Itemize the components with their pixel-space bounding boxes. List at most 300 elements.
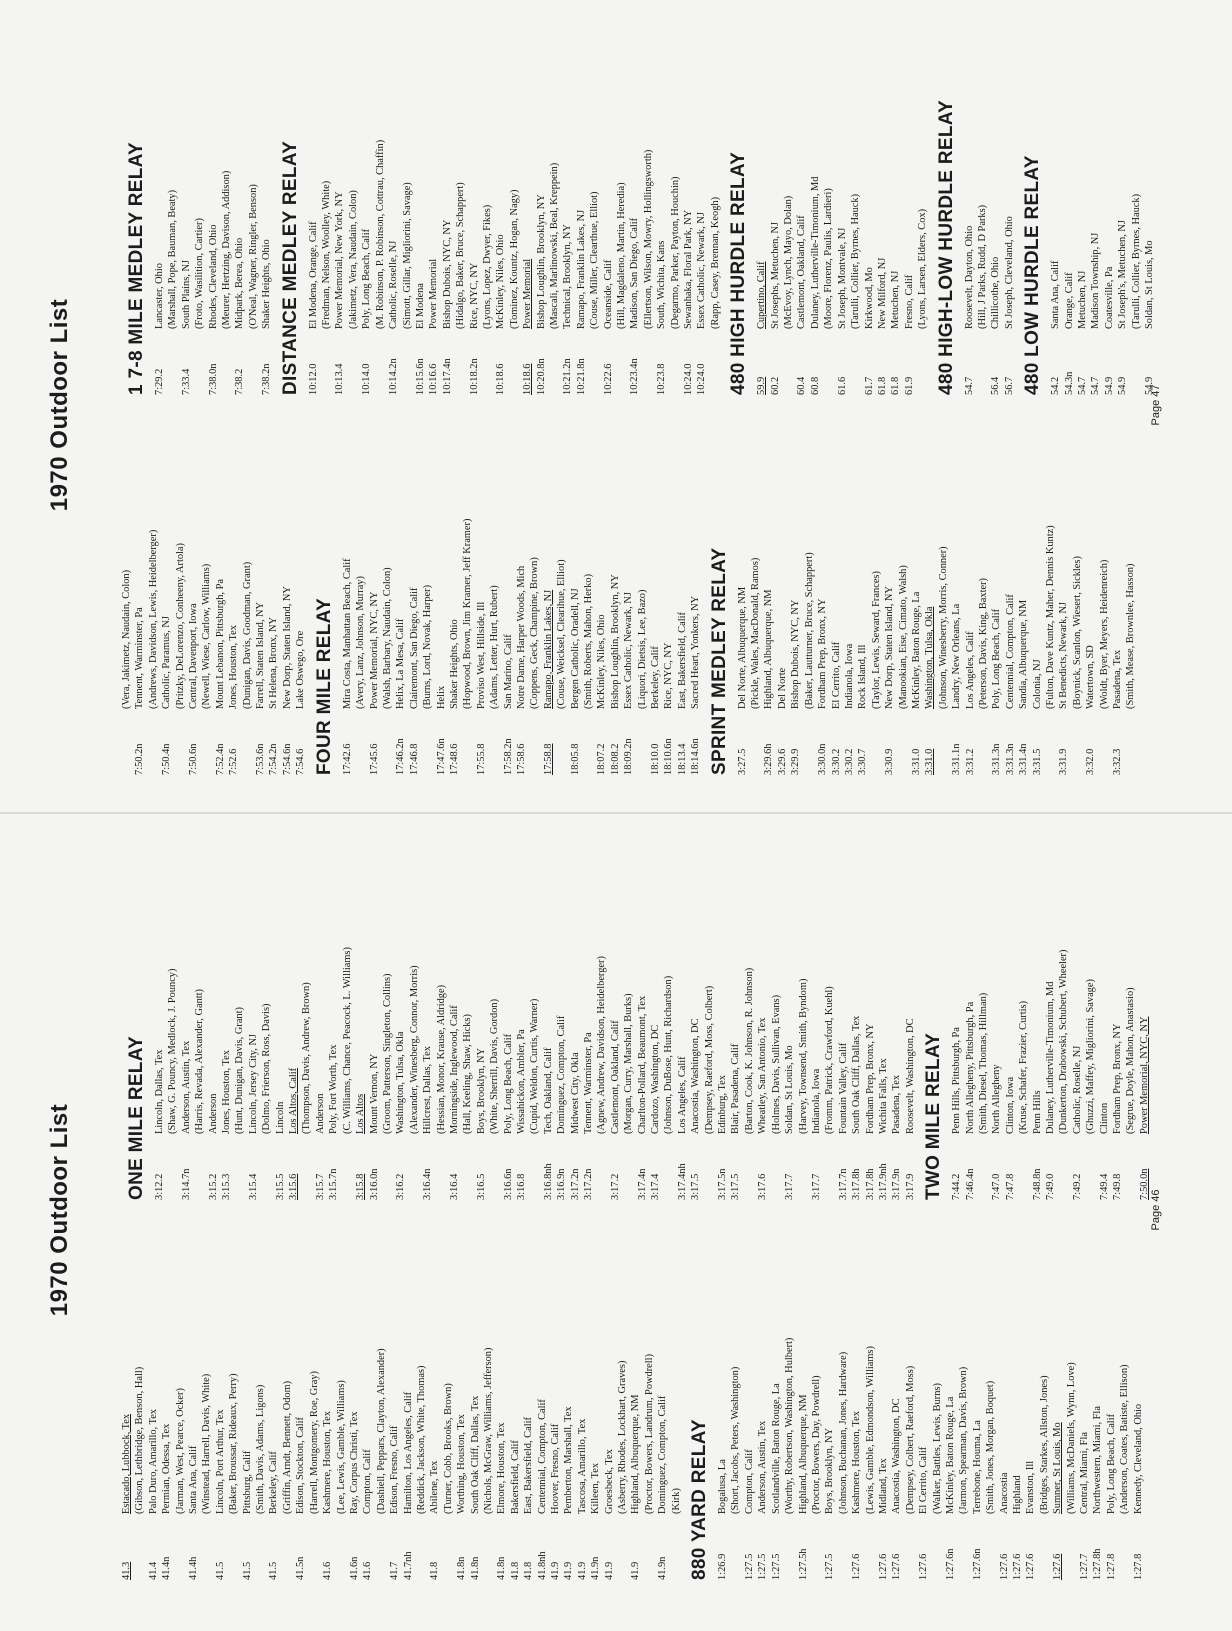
school-name: Lake Oswego, Ore <box>295 630 307 709</box>
result-time: 17:46.2n <box>395 738 407 775</box>
school-name: North Allegheny, Pittsburgh, Pa <box>964 1001 976 1134</box>
school-name: El Modena, Orange, Calif <box>307 221 319 329</box>
school-name: Castlemont, Oakland, Calif <box>609 1020 621 1134</box>
school-name: Helix, La Mesa, Calif <box>395 618 407 709</box>
result-time: 10:14.0 <box>361 363 373 395</box>
result-time: 54.9 <box>1117 376 1129 395</box>
school-name: Tech, Oakland, Calif <box>542 1047 554 1134</box>
school-name: Soldan, St Louis, Mo <box>784 1045 796 1134</box>
relay-members: (Jakimetz, Vera, Naudain, Colon) <box>347 190 359 329</box>
result-time: 3:17.7 <box>810 1173 822 1200</box>
school-name: Berkeley, Calif <box>268 1451 280 1514</box>
result-row <box>1132 1225 1145 1580</box>
result-row <box>214 1225 227 1580</box>
relay-members: (Woldt, Byer, Meyers, Heidenreich) <box>1098 559 1110 709</box>
result-time: 61.8 <box>890 376 902 395</box>
result-row <box>555 845 568 1200</box>
relay-members-row <box>528 420 541 775</box>
relay-members: (White, Sherrill, Davis, Gordon) <box>489 998 501 1134</box>
school-name: Catholic, Roselle, NJ <box>1071 1045 1083 1134</box>
result-time: 41.9n <box>590 1556 602 1580</box>
school-name: Sumner, St Louis, Mo <box>1052 1422 1064 1514</box>
school-name: Centennial, Compton, Calif <box>536 1399 548 1514</box>
school-name: Ramapo, Franklin Lakes, NJ <box>542 589 554 709</box>
result-time <box>1044 709 1057 775</box>
left-page-rotator <box>40 840 1200 1580</box>
relay-members-row <box>347 40 360 395</box>
result-row <box>1105 1225 1118 1580</box>
result-time <box>849 329 862 395</box>
page-46-footer: Page 46 <box>1150 1189 1162 1231</box>
result-time: 3:16.5 <box>475 1173 487 1200</box>
relay-members-row <box>803 420 816 775</box>
relay-members-row <box>643 1225 656 1580</box>
result-time: 41.9 <box>603 1561 615 1580</box>
result-row <box>628 40 641 395</box>
result-row <box>468 40 481 395</box>
relay-members-row <box>147 420 160 775</box>
relay-members-row <box>1084 845 1097 1200</box>
result-time: 41.5 <box>214 1561 226 1580</box>
result-time <box>957 1514 970 1580</box>
school-name: Palo Duro, Amarillo, Tex <box>147 1409 159 1514</box>
relay-members-row <box>870 420 883 775</box>
relay-members: (Cupid, Weldon, Curtis, Warner) <box>529 998 541 1134</box>
result-time: 1:27.6 <box>891 1553 903 1580</box>
result-row <box>561 40 574 395</box>
relay-members: (Froto, Wasilition, Cartier) <box>194 218 206 329</box>
result-time <box>166 329 179 395</box>
result-time: 54.7 <box>1076 376 1088 395</box>
result-time: 41.4h <box>188 1556 200 1580</box>
result-time: 3:16.0n <box>368 1168 380 1200</box>
school-name: Elmore, Houston, Tex <box>496 1422 508 1514</box>
result-time <box>810 1514 823 1580</box>
result-time: 41.9 <box>550 1561 561 1580</box>
relay-members: (Holmes, Davis, Sullivan, Evans) <box>770 994 782 1134</box>
result-row <box>542 845 555 1200</box>
result-time: 3:17.4nh <box>676 1163 688 1200</box>
relay-members: (Lewis, Gamble, Edmondson, Williams) <box>864 1346 876 1514</box>
relay-members-row <box>622 845 635 1200</box>
result-time: 41.5 <box>241 1561 253 1580</box>
relay-members: (Bridges, Starkes, Allston, Jones) <box>1038 1375 1050 1514</box>
school-name: St Joseph's, Metuchen, NJ <box>1117 220 1129 329</box>
relay-members-row <box>616 1225 629 1580</box>
relay-members-row <box>823 845 836 1200</box>
relay-members-row <box>488 420 501 775</box>
relay-members: (Worthy, Robertson, Washington, Hulbert) <box>784 1337 796 1514</box>
school-name: Anderson, Austin, Tex <box>180 1040 192 1134</box>
relay-members: (Smith, Roberts, Mahon, Herko) <box>583 573 594 709</box>
result-time: 1:27.5 <box>770 1553 782 1580</box>
result-time: 3:17.6 <box>757 1173 769 1200</box>
result-time: 7:50.4n <box>161 743 173 775</box>
result-row <box>321 1225 334 1580</box>
result-time: 10:23.4n <box>629 358 641 395</box>
result-time: 10:23.8 <box>656 363 668 395</box>
result-row <box>233 40 246 395</box>
result-row <box>649 845 662 1200</box>
result-row <box>602 40 615 395</box>
result-row <box>736 420 749 775</box>
relay-members-row <box>937 420 950 775</box>
school-name: Anacostia <box>998 1472 1010 1514</box>
result-time: 10:24.0 <box>683 363 695 395</box>
result-time <box>254 1514 267 1580</box>
relay-members: (Boynick, Scanlon, Wiesert, Sickles) <box>1071 556 1083 709</box>
school-name: Poly, Long Beach, Calif <box>502 1033 514 1134</box>
school-name: McKinley, Baton Rouge, La <box>910 591 922 709</box>
result-row <box>515 845 528 1200</box>
school-name: Kirkwood, Mo <box>863 267 875 329</box>
relay-members-row <box>408 845 421 1200</box>
school-name: Del Norte, Albuquerque, NM <box>736 586 748 709</box>
result-time <box>408 1134 421 1200</box>
school-name: Central, Miami, Fla <box>1079 1432 1091 1514</box>
relay-members: (Dunigan, Davis, Goodman, Grant) <box>241 561 253 709</box>
result-time: 41.8 <box>429 1561 441 1580</box>
relay-members-row <box>341 845 354 1200</box>
result-row <box>394 420 407 775</box>
relay-members: (Peterson, Davis, King, Baxter) <box>977 577 989 709</box>
result-row <box>569 845 582 1200</box>
result-time: 3:14.7n <box>180 1168 192 1200</box>
school-name: Indianola, Iowa <box>843 643 855 709</box>
result-time: 3:12.2 <box>154 1173 165 1200</box>
result-time <box>977 709 990 775</box>
result-time: 3:17.8h <box>851 1168 863 1200</box>
result-row <box>348 1225 361 1580</box>
result-time <box>615 329 628 395</box>
relay-members: (Baker, Lautturner, Bruce, Schappert) <box>803 552 815 709</box>
school-name: Poly, Long Beach, Calif <box>361 228 373 329</box>
relay-members: (Hidalgo, Baker, Bruce, Schappert) <box>455 182 467 329</box>
school-name: Power Memorial, NYC, NY <box>1138 1016 1150 1134</box>
result-row <box>327 845 340 1200</box>
result-time: 1:27.6n <box>971 1548 983 1580</box>
school-name: South, Wichita, Kans <box>656 240 668 329</box>
result-time: 3:15.2 <box>207 1173 219 1200</box>
result-row <box>294 1225 307 1580</box>
page-46-column-2 <box>120 845 1151 1200</box>
relay-members-row <box>743 845 756 1200</box>
relay-members-row <box>120 420 133 775</box>
result-row <box>689 845 702 1200</box>
result-time <box>193 1134 206 1200</box>
result-time: 54.9 <box>1103 376 1115 395</box>
result-row <box>629 1225 642 1580</box>
relay-members: (Short, Jacobs, Peters, Washington) <box>730 1366 742 1514</box>
school-name: Kashmere, Houston, Tex <box>851 1411 863 1514</box>
school-name: Lincoln, Jersey City, NJ <box>247 1033 259 1134</box>
relay-members: (Nichols, McGraw, Williams, Jefferson) <box>482 1347 494 1514</box>
result-time: 3:15.4 <box>247 1173 259 1200</box>
school-name: Chillicothe, Ohio <box>990 256 1002 329</box>
result-row <box>1089 40 1102 395</box>
result-row <box>582 845 595 1200</box>
relay-members: (Ellertson, Wilson, Mowry, Hollingsworth) <box>642 149 654 329</box>
school-name: Sacred Heart, Yonkers, NY <box>690 595 702 709</box>
result-row <box>187 1225 200 1580</box>
event-heading: 1 7-8 MILE MEDLEY RELAY <box>126 142 147 395</box>
result-time: 17:58.2n <box>502 738 514 775</box>
relay-members-row <box>916 40 929 395</box>
relay-members: (Ghuzzi, Maffey, Migliorini, Savage) <box>1085 979 1097 1134</box>
result-row <box>1063 40 1076 395</box>
relay-members-row <box>374 40 387 395</box>
result-time <box>976 329 989 395</box>
event-heading: 880 YARD RELAY <box>689 1419 711 1580</box>
result-time: 1:27.5 <box>757 1553 769 1580</box>
relay-members-row <box>977 420 990 775</box>
result-time: 3:29.6h <box>763 743 775 775</box>
result-time: 3:29.9 <box>790 748 802 775</box>
result-time: 3:15.5 <box>274 1173 286 1200</box>
result-row <box>387 40 400 395</box>
relay-members: (Dempsey, Raeford, Moss, Colbert) <box>703 985 715 1134</box>
relay-members: (Proctor, Bowers, Day, Powdrell) <box>810 1375 822 1514</box>
result-time: 3:31.3n <box>991 743 1003 775</box>
school-name: Charlton-Pollard, Beaumont, Tex <box>636 995 648 1134</box>
result-time <box>454 329 467 395</box>
result-time <box>636 709 649 775</box>
school-name: Madison Township, NJ <box>1090 232 1102 329</box>
school-name: St Benedicts, Newark, NJ <box>1058 601 1070 709</box>
result-row <box>562 1225 575 1580</box>
school-name: Watertown, SD <box>1085 645 1097 709</box>
result-row <box>989 40 1002 395</box>
relay-members-row <box>381 845 394 1200</box>
result-row <box>963 40 976 395</box>
result-time: 41.8 <box>523 1561 535 1580</box>
result-row <box>971 1225 984 1580</box>
result-time <box>1017 1134 1030 1200</box>
school-name: East, Bakersfield, Calif <box>523 1417 535 1514</box>
relay-members-row <box>241 420 254 775</box>
result-time: 7:38.0n <box>207 363 219 395</box>
result-time <box>743 1134 756 1200</box>
result-row <box>180 845 193 1200</box>
relay-members: (Smith, Jones, Morgan, Boquet) <box>985 1380 997 1514</box>
result-time: 3:17.7n <box>837 1168 849 1200</box>
result-time <box>622 1134 635 1200</box>
relay-members-row <box>984 1225 997 1580</box>
relay-members: (Smith, Diesel, Thomas, Hillman) <box>977 992 989 1134</box>
school-name: Anderson <box>207 1093 219 1134</box>
school-name: Penn Hills, Pittsburgh, Pa <box>951 1027 963 1134</box>
result-row <box>368 845 381 1200</box>
result-row <box>998 1225 1011 1580</box>
result-time: 41.4 <box>147 1561 159 1580</box>
school-name: Evanston, Ill <box>1025 1460 1037 1514</box>
relay-members: (Degarmo, Parker, Payton, Houchin) <box>669 176 681 329</box>
school-name: Oceanside, Calif <box>602 259 614 329</box>
result-time <box>555 709 568 775</box>
school-name: El Cerrito, Calif <box>918 1446 930 1514</box>
result-row <box>850 1225 863 1580</box>
result-time <box>247 329 260 395</box>
school-name: San Marino, Calif <box>502 634 514 709</box>
result-row <box>120 1225 133 1580</box>
result-time: 3:16.6n <box>502 1168 514 1200</box>
relay-members: (Manookian, Eise, Cimato, Walsh) <box>897 565 909 709</box>
result-row <box>1057 420 1070 775</box>
school-name: Highland, Albuquerque, NM <box>797 1394 809 1514</box>
result-time: 18:10.6n <box>663 738 675 775</box>
result-time: 1:27.8h <box>1092 1548 1104 1580</box>
result-time: 7:54.6n <box>281 743 293 775</box>
school-name: Castlemont, Oakland, Calif <box>796 215 808 329</box>
relay-members-row <box>254 1225 267 1580</box>
result-time: 3:30.0n <box>817 743 829 775</box>
result-time: 17:58.8 <box>542 743 554 775</box>
result-time: 18:08.2 <box>609 743 621 775</box>
result-row <box>836 40 849 395</box>
result-time <box>670 1514 683 1580</box>
result-row <box>1003 40 1016 395</box>
result-row <box>247 845 260 1200</box>
result-time: 18:10.0 <box>650 743 662 775</box>
school-name: Rock Island, Ill <box>857 644 869 709</box>
school-name: Catholic, Paramus, NJ <box>161 616 173 709</box>
relay-members: (Barton, Cook, K. Johnson, R. Johnson) <box>743 967 755 1134</box>
result-row <box>910 420 923 775</box>
school-name: Lancaster, Ohio <box>154 263 165 329</box>
result-time: 3:32.3 <box>1112 748 1124 775</box>
result-time <box>729 1514 742 1580</box>
page-46 <box>40 840 1200 1580</box>
result-time: 41.7 <box>389 1561 401 1580</box>
result-row <box>428 1225 441 1580</box>
school-name: Orange, Calif <box>1063 272 1075 329</box>
result-row <box>1024 1225 1037 1580</box>
result-time <box>770 1134 783 1200</box>
school-name: McKinley, Niles, Ohio <box>596 614 608 709</box>
relay-members: (Lyons, Larsen, Elders, Cox) <box>917 208 929 329</box>
school-name: Kashmere, Houston, Tex <box>322 1411 334 1514</box>
result-row <box>589 1225 602 1580</box>
result-time: 3:17.9nh <box>877 1163 889 1200</box>
result-time: 3:17.2n <box>569 1168 581 1200</box>
school-name: Berkeley, Calif <box>650 646 662 709</box>
result-time: 10:18.6 <box>495 363 507 395</box>
result-row <box>816 420 829 775</box>
result-row <box>755 40 768 395</box>
result-time: 7:38.2 <box>234 368 246 395</box>
result-time: 7:49.8 <box>1112 1173 1124 1200</box>
school-name: Shaker Heights, Ohio <box>261 239 273 329</box>
relay-members: (Rapp, Casey, Brennan, Keogh) <box>709 196 721 329</box>
result-row <box>1031 845 1044 1200</box>
event-heading: SPRINT MEDLEY RELAY <box>708 547 730 775</box>
result-row <box>636 845 649 1200</box>
relay-members-row <box>1057 845 1070 1200</box>
relay-members-row <box>864 1225 877 1580</box>
result-row <box>267 1225 280 1580</box>
school-name: Morningside, Inglewood, Calif <box>448 1005 460 1134</box>
school-name: Worthing, Houston, Tex <box>456 1414 468 1514</box>
relay-members: (Lee, Lewis, Gamble, Williams) <box>335 1380 347 1514</box>
school-name: Pasadena, Tex <box>891 1074 903 1134</box>
result-row <box>421 845 434 1200</box>
relay-members-row <box>488 845 501 1200</box>
school-name: New Dorp, Staten Island, NY <box>884 586 896 709</box>
result-row <box>1031 420 1044 775</box>
school-name: Estacado, Lubbock, Tex <box>121 1413 132 1514</box>
result-row <box>241 1225 254 1580</box>
result-row <box>1078 1225 1091 1580</box>
school-name: Fordham Prep, Bronx, NY <box>817 598 829 709</box>
relay-members: (Proctor, Bowers, Landrum, Powdrell) <box>643 1353 655 1514</box>
school-name: Poly, Long Beach, Calif <box>1105 1413 1117 1514</box>
relay-members: (Asberry, Rhodes, Lockhart, Graves) <box>617 1360 629 1514</box>
result-row <box>877 1225 890 1580</box>
result-row <box>254 420 267 775</box>
result-row <box>448 845 461 1200</box>
relay-members: (Burns, Lord, Novak, Harper) <box>422 584 434 709</box>
school-name: Ray, Corpus Christi, Tex <box>348 1411 360 1514</box>
relay-members-row <box>588 40 601 395</box>
result-time <box>977 1134 990 1200</box>
result-time <box>233 1134 246 1200</box>
relay-members-row <box>300 845 313 1200</box>
result-time <box>320 329 333 395</box>
school-name: Highland, Albuquerque, NM <box>763 589 775 709</box>
school-name: Hillcrest, Dallas, Tex <box>422 1046 434 1134</box>
result-row <box>220 845 233 1200</box>
result-time: 61.9 <box>903 376 915 395</box>
school-name: Fresno, Calif <box>903 274 915 329</box>
result-row <box>595 420 608 775</box>
result-time <box>1038 1514 1051 1580</box>
page-46-header: 1970 Outdoor List <box>46 1103 73 1317</box>
relay-members-row <box>1065 1225 1078 1580</box>
result-time: 3:16.9n <box>556 1168 568 1200</box>
result-time <box>174 709 187 775</box>
relay-members: (Alexander, Winesberg, Connor, Morris) <box>408 965 420 1134</box>
relay-members: (Griffin, Arndt, Bennett, Odom) <box>281 1380 293 1514</box>
relay-members-row <box>220 40 233 395</box>
result-row <box>649 420 662 775</box>
result-row <box>809 40 822 395</box>
relay-members-row <box>442 1225 455 1580</box>
result-time: 3:17.2 <box>609 1173 621 1200</box>
result-time: 7:48.8n <box>1031 1168 1043 1200</box>
relay-members: (Dashiell, Peppars, Clayton, Alexander) <box>375 1348 387 1514</box>
result-row <box>890 1225 903 1580</box>
result-time: 7:52.6 <box>228 748 240 775</box>
result-row <box>1103 40 1116 395</box>
result-time: 41.8n <box>469 1556 481 1580</box>
result-time: 3:30.2 <box>843 748 855 775</box>
result-time: 60.8 <box>809 376 821 395</box>
result-row <box>394 845 407 1200</box>
result-time: 41.6n <box>348 1556 360 1580</box>
result-row <box>682 40 695 395</box>
result-time: 3:32.0 <box>1085 748 1097 775</box>
result-time: 41.9n <box>657 1556 669 1580</box>
result-time <box>870 709 883 775</box>
result-time <box>1057 1134 1070 1200</box>
result-row <box>1084 420 1097 775</box>
school-name: Tennent, Warminster, Pa <box>134 607 146 709</box>
school-name: Roosevelt, Dayton, Ohio <box>963 225 975 329</box>
result-row <box>160 1225 173 1580</box>
result-time: 3:31.3n <box>1004 743 1016 775</box>
result-time: 3:30.2 <box>830 748 842 775</box>
result-time: 3:31.0 <box>910 748 922 775</box>
